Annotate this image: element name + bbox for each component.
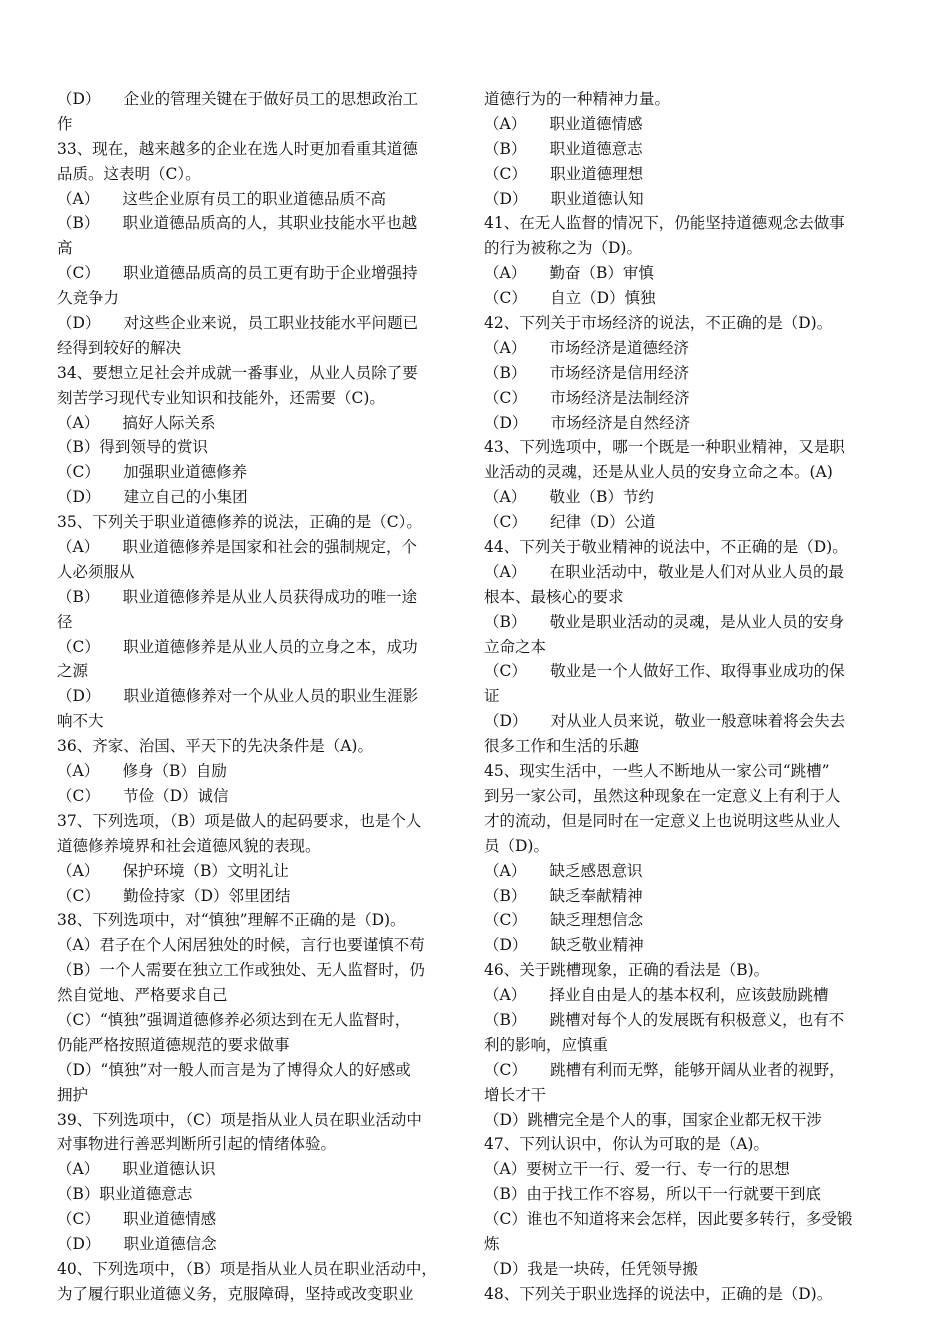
- text-line: 炼: [484, 1234, 500, 1253]
- text-line: 对事物进行善恶判断所引起的情绪体验。: [57, 1135, 337, 1154]
- text-line: （D） 建立自己的小集团: [57, 488, 248, 507]
- text-line: 才的流动，但是同时在一定意义上也说明这些从业人: [484, 811, 841, 830]
- text-line: （B） 职业道德品质高的人，其职业技能水平也越: [57, 214, 418, 233]
- text-line: （A） 市场经济是道德经济: [484, 338, 689, 357]
- text-line: 33、现在，越来越多的企业在选人时更加看重其道德: [57, 139, 418, 158]
- right-text-column: [484, 87, 889, 1307]
- text-line: 人必须服从: [57, 562, 135, 581]
- text-line: （D） 职业道德认知: [484, 189, 644, 208]
- text-line: （A）要树立干一行、爱一行、专一行的思想: [484, 1160, 790, 1179]
- text-line: （B）一个人需要在独立工作或独处、无人监督时，仍: [57, 961, 425, 980]
- text-line: 道德行为的一种精神力量。: [484, 90, 671, 108]
- text-line: （B） 市场经济是信用经济: [484, 363, 690, 382]
- left-text-column: [57, 87, 462, 1307]
- text-line: 道德修养境界和社会道德风貌的表现。: [57, 836, 321, 855]
- text-line: 为了履行职业道德义务，克服障碍，坚持或改变职业: [57, 1284, 414, 1303]
- text-line: （D） 企业的管理关键在于做好员工的思想政治工: [57, 90, 419, 108]
- text-line: （D） 对这些企业来说，员工职业技能水平问题已: [57, 314, 419, 333]
- text-line: 的行为被称之为（D)。: [484, 239, 642, 258]
- text-line: （C） 敬业是一个人做好工作、取得事业成功的保: [484, 662, 845, 681]
- text-line: （A）君子在个人闲居独处的时候，言行也要谨慎不苟: [57, 936, 425, 955]
- text-line: 品质。这表明（C）。: [57, 164, 201, 183]
- text-line: （D）跳槽完全是个人的事，国家企业都无权干涉: [484, 1110, 822, 1129]
- text-line: （A） 职业道德修养是国家和社会的强制规定，个: [57, 538, 417, 557]
- text-line: 39、下列选项中，（C）项是指从业人员在职业活动中: [57, 1110, 422, 1129]
- text-line: 45、现实生活中，一些人不断地从一家公司“跳槽”: [484, 762, 830, 781]
- text-line: 43、下列选项中，哪一个既是一种职业精神，又是职: [484, 438, 845, 457]
- text-line: （B）得到领导的赏识: [57, 438, 208, 457]
- text-line: （D） 职业道德信念: [57, 1234, 217, 1253]
- text-line: 证: [484, 687, 500, 706]
- text-line: 利的影响，应慎重: [484, 1035, 609, 1054]
- text-line: （D） 缺乏敬业精神: [484, 936, 644, 955]
- text-line: （B） 敬业是职业活动的灵魂，是从业人员的安身: [484, 612, 845, 631]
- text-line: 37、下列选项，（B）项是做人的起码要求，也是个人: [57, 811, 422, 830]
- text-line: 40、下列选项中，（B）项是指从业人员在职业活动中，: [57, 1259, 437, 1278]
- text-line: 36、齐家、治国、平天下的先决条件是（A)。: [57, 737, 373, 756]
- text-line: （A） 保护环境（B）文明礼让: [57, 861, 289, 880]
- text-line: 立命之本: [484, 637, 547, 656]
- text-line: （A） 缺乏感恩意识: [484, 861, 643, 880]
- text-line: （A） 在职业活动中，敬业是人们对从业人员的最: [484, 562, 844, 581]
- text-line: （B） 职业道德修养是从业人员获得成功的唯一途: [57, 587, 418, 606]
- text-line: （D） 职业道德修养对一个从业人员的职业生涯影: [57, 687, 419, 706]
- text-line: 34、要想立足社会并成就一番事业，从业人员除了要: [57, 363, 418, 382]
- text-line: （C） 职业道德修养是从业人员的立身之本，成功: [57, 637, 418, 656]
- text-line: 41、在无人监督的情况下，仍能坚持道德观念去做事: [484, 214, 845, 233]
- text-line: 作: [57, 114, 73, 133]
- text-line: （C） 缺乏理想信念: [484, 911, 644, 930]
- text-line: 根本、最核心的要求: [484, 587, 624, 606]
- text-line: （A） 敬业（B）节约: [484, 488, 654, 507]
- text-line: （A） 职业道德情感: [484, 114, 643, 133]
- text-line: （C） 纪律（D）公道: [484, 513, 656, 532]
- text-line: 47、下列认识中，你认为可取的是（A)。: [484, 1135, 769, 1154]
- text-line: （D） 市场经济是自然经济: [484, 413, 691, 432]
- text-line: （B）职业道德意志: [57, 1185, 193, 1204]
- text-line: （A） 这些企业原有员工的职业道德品质不高: [57, 189, 386, 208]
- text-line: 46、关于跳槽现象，正确的看法是（B)。: [484, 961, 770, 980]
- text-line: 响不大: [57, 712, 104, 731]
- text-line: （B） 缺乏奉献精神: [484, 886, 643, 905]
- text-line: 业活动的灵魂，还是从业人员的安身立命之本。(A): [484, 463, 833, 482]
- text-line: （D） 对从业人员来说，敬业一般意味着将会失去: [484, 712, 846, 731]
- text-line: 到另一家公司，虽然这种现象在一定意义上有利于人: [484, 786, 841, 805]
- text-line: （D）“慎独”对一般人而言是为了博得众人的好感或: [57, 1060, 411, 1079]
- text-line: 员（D)。: [484, 836, 549, 855]
- text-line: 48、下列关于职业选择的说法中，正确的是（D)。: [484, 1284, 833, 1303]
- text-line: 44、下列关于敬业精神的说法中，不正确的是（D)。: [484, 538, 848, 557]
- text-line: 38、下列选项中，对“慎独”理解不正确的是（D)。: [57, 911, 406, 930]
- text-line: （A） 职业道德认识: [57, 1160, 216, 1179]
- text-line: （A） 择业自由是人的基本权利，应该鼓励跳槽: [484, 986, 829, 1005]
- text-line: 拥护: [57, 1085, 89, 1104]
- text-line: 仍能严格按照道德规范的要求做事: [57, 1035, 290, 1054]
- text-line: （C）“慎独”强调道德修养必须达到在无人监督时，: [57, 1010, 411, 1029]
- text-line: 刻苦学习现代专业知识和技能外，还需要（C)。: [57, 388, 385, 407]
- text-line: 经得到较好的解决: [57, 338, 182, 357]
- text-line: 之源: [57, 662, 89, 681]
- text-line: 增长才干: [484, 1085, 547, 1104]
- text-line: （C） 职业道德情感: [57, 1210, 217, 1229]
- text-line: 42、下列关于市场经济的说法，不正确的是（D)。: [484, 314, 833, 333]
- text-line: （C） 市场经济是法制经济: [484, 388, 690, 407]
- text-line: 然自觉地、严格要求自己: [57, 986, 228, 1005]
- text-line: （C） 职业道德理想: [484, 164, 644, 183]
- text-line: （C） 加强职业道德修养: [57, 463, 248, 482]
- text-line: （A） 勤奋（B）审慎: [484, 264, 654, 283]
- text-line: 径: [57, 612, 73, 631]
- text-line: （C） 节俭（D）诚信: [57, 786, 229, 805]
- text-line: （B）由于找工作不容易，所以干一行就要干到底: [484, 1185, 821, 1204]
- text-line: （C）谁也不知道将来会怎样，因此要多转行，多受锻: [484, 1210, 853, 1229]
- text-line: （D）我是一块砖，任凭领导搬: [484, 1259, 698, 1278]
- text-line: （A） 修身（B）自励: [57, 762, 227, 781]
- text-line: 很多工作和生活的乐趣: [484, 737, 640, 756]
- text-line: （A） 搞好人际关系: [57, 413, 216, 432]
- text-line: （C） 自立（D）慎独: [484, 289, 656, 308]
- text-line: 35、下列关于职业道德修养的说法，正确的是（C）。: [57, 513, 422, 532]
- text-line: 久竞争力: [57, 289, 120, 308]
- text-line: （C） 勤俭持家（D）邻里团结: [57, 886, 291, 905]
- text-line: （C） 职业道德品质高的员工更有助于企业增强持: [57, 264, 418, 283]
- text-line: （C） 跳槽有利而无弊，能够开阔从业者的视野，: [484, 1060, 845, 1079]
- text-line: （B） 跳槽对每个人的发展既有积极意义，也有不: [484, 1010, 845, 1029]
- text-line: 高: [57, 239, 73, 258]
- text-line: （B） 职业道德意志: [484, 139, 643, 158]
